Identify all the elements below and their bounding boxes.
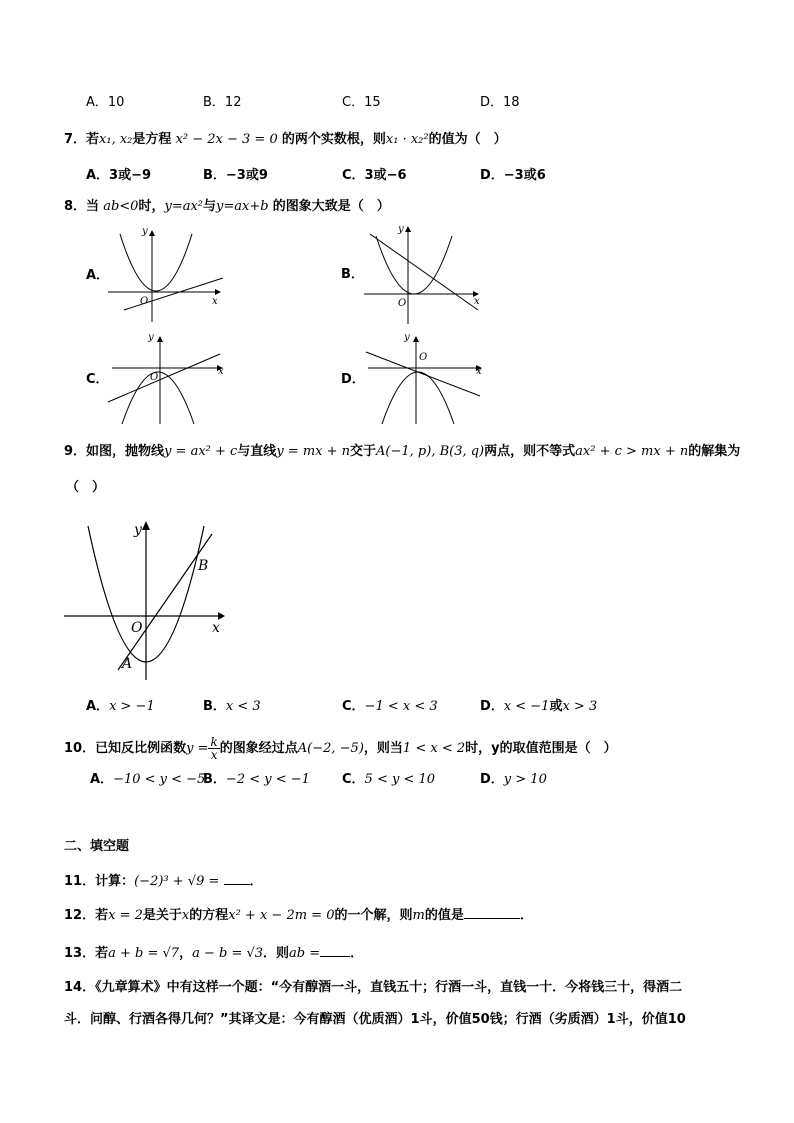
q10-range: 1 < x < 2 (402, 741, 466, 756)
q9-option-c: C．−1 < x < 3 (342, 699, 438, 714)
q10-option-a: A．−10 < y < −5 (90, 772, 206, 787)
q8c-x-label: x (218, 366, 224, 377)
q7-equation: x² − 2x − 3 = 0 (175, 132, 278, 147)
q6-option-a: A．10 (86, 95, 125, 110)
q8-mid2: 与 (203, 199, 217, 214)
q8-f2: y=ax+b (216, 199, 269, 214)
q8-label-a: A． (86, 268, 110, 283)
q10-option-b: B．−2 < y < −1 (203, 772, 310, 787)
q8a-x-label: x (212, 296, 218, 307)
q8-graph-d (358, 330, 488, 426)
q12-answer-blank (464, 906, 520, 919)
q7-option-a: A．3或−9 (86, 168, 152, 183)
q8d-y-label: y (404, 332, 410, 343)
q9-parabola: y = ax² + c (164, 444, 238, 459)
q9-x-label: x (212, 620, 220, 636)
question-11: 11．计算：(−2)³ + √9 = ． (64, 874, 263, 889)
q10-option-c: C．5 < y < 10 (342, 772, 436, 787)
q9-line: y = mx + n (276, 444, 351, 459)
q7-roots: x₁, x₂ (99, 132, 133, 147)
q8d-origin-label: O (419, 352, 428, 363)
q9-graph (62, 516, 232, 682)
q7-stem-mid: 是方程 (132, 132, 172, 147)
q8d-x-label: x (476, 366, 482, 377)
q8-label-d: D． (341, 372, 365, 387)
q10-mid2: ，则当 (363, 741, 403, 756)
q10-num: 10． (64, 741, 96, 756)
question-13: 13．若a + b = √7，a − b = √3．则ab = ． (64, 946, 364, 961)
q11-expr: (−2)³ + √9 = (134, 874, 220, 889)
q9-mid1: 与直线 (237, 444, 277, 459)
q8-f1: y=ax² (164, 199, 203, 214)
q8-num: 8． (64, 199, 87, 214)
q8-label-b: B． (341, 267, 364, 282)
q6-option-b: B．12 (203, 95, 242, 110)
q9-point-a-label: A (122, 656, 133, 672)
question-9 (64, 444, 740, 460)
q8a-y-label: y (142, 228, 148, 237)
q9-option-a: A．x > −1 (86, 699, 155, 714)
q8-graph-c (102, 330, 232, 426)
q9-post: 的解集为 (688, 444, 741, 459)
q8-graph-a (100, 228, 230, 324)
q9-option-b: B．x < 3 (203, 699, 261, 714)
q8c-y-label: y (148, 332, 154, 343)
q10-y-eq: y = (186, 741, 209, 756)
q10-mid1: 的图象经过点 (219, 741, 298, 756)
question-10 (64, 734, 617, 764)
q9-point-b-label: B (198, 558, 209, 574)
section-title: 二、填空题 (64, 839, 130, 854)
q9-mid3: 两点，则不等式 (484, 444, 576, 459)
q8-graph-b (358, 222, 488, 326)
q13-answer-blank (320, 944, 350, 957)
q9-option-d: D．x < −1或x > 3 (480, 699, 598, 714)
q8b-origin-label: O (398, 298, 407, 309)
q8b-x-label: x (474, 296, 480, 307)
q10-post: 时，y的取值范围是（ ） (465, 741, 617, 756)
q8b-y-label: y (398, 224, 404, 235)
q7-stem-pre: 7．若 (64, 132, 100, 147)
q10-pre: 已知反比例函数 (95, 741, 187, 756)
q9-points: A(−1, p), B(3, q) (376, 444, 485, 459)
q11-answer-blank (224, 872, 250, 885)
q8-post: 的图象大致是（ ） (272, 199, 390, 214)
q10-fraction: $\frac{k}{x}$ (210, 735, 218, 762)
q9-mid2: 交于 (350, 444, 377, 459)
question-14-line-1: 14．《九章算术》中有这样一个题：“今有醇酒一斗，直钱五十；行酒一斗，直钱一十．今将钱三十，得酒二 (64, 980, 683, 995)
question-8 (64, 199, 390, 215)
q7-option-b: B．−3或9 (203, 168, 268, 183)
q10-point: A(−2, −5) (297, 741, 364, 756)
q6-option-c: C．15 (342, 95, 381, 110)
q9-pre: 如图，抛物线 (86, 444, 165, 459)
q8-cond: ab<0 (103, 199, 139, 214)
q8-label-c: C． (86, 372, 109, 387)
q9-origin-label: O (131, 620, 143, 636)
q9-y-label: y (134, 522, 142, 538)
question-12: 12．若x = 2是关于x的方程x² + x − 2m = 0的一个解，则m的值是 ． (64, 908, 533, 923)
q7-option-c: C．3或−6 (342, 168, 407, 183)
q8-mid1: 时， (138, 199, 165, 214)
q9-ineq: ax² + c > mx + n (575, 444, 689, 459)
q10-option-d: D．y > 10 (480, 772, 547, 787)
q6-option-d: D．18 (480, 95, 520, 110)
question-14-line-2: 斗．问醇、行酒各得几何？”其译文是：今有醇酒（优质酒）1斗，价值50钱；行酒（劣质酒）1斗，价值10 (64, 1012, 686, 1027)
q7-option-d: D．−3或6 (480, 168, 546, 183)
q7-stem-post: 的值为（ ） (428, 132, 507, 147)
q7-stem-mid2: 的两个实数根，则 (281, 132, 386, 147)
q8c-origin-label: O (150, 372, 159, 383)
question-7 (64, 132, 507, 148)
q7-expr: x₁ · x₂² (385, 132, 429, 147)
q8-pre: 当 (86, 199, 100, 214)
q8a-origin-label: O (140, 296, 149, 307)
q9-num: 9． (64, 444, 87, 459)
q9-paren: （ ） (66, 480, 106, 495)
